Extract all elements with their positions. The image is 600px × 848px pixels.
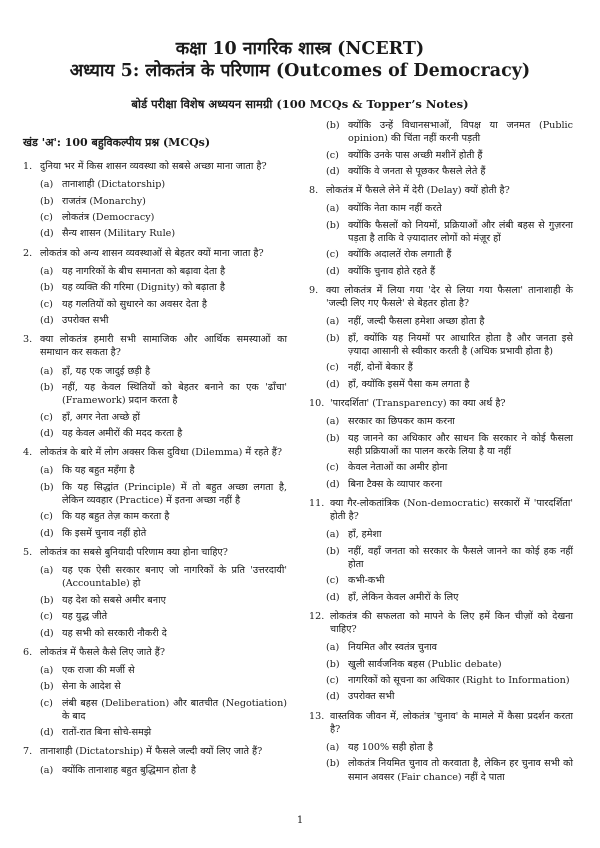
- question-9: [309, 284, 573, 391]
- option-letter: (b): [326, 219, 340, 231]
- option-letter: (b): [40, 594, 54, 606]
- option-a: [40, 365, 287, 378]
- option-b: [40, 381, 287, 407]
- question-5: [23, 546, 287, 640]
- question-number: 3.: [23, 334, 33, 346]
- option-letter: (a): [326, 741, 340, 753]
- option-letter: (a): [40, 179, 54, 191]
- option-letter: (d): [326, 265, 340, 277]
- option-text: हाँ, लेकिन केवल अमीरों के लिए: [348, 591, 459, 603]
- option-d: [40, 227, 287, 240]
- option-d: [40, 627, 287, 640]
- question-text: तानाशाही (Dictatorship) में फैसले जल्दी क्यों लिए जाते हैं?: [40, 746, 263, 758]
- option-text: उपरोक्त सभी: [62, 314, 109, 326]
- option-text: केवल नेताओं का अमीर होना: [348, 462, 448, 474]
- option-letter: (c): [326, 674, 339, 686]
- option-text: क्योंकि तानाशाह बहुत बुद्धिमान होता है: [62, 764, 196, 776]
- option-letter: (b): [40, 481, 54, 493]
- question-7-continued: [309, 119, 573, 178]
- question-6: [23, 646, 287, 740]
- option-letter: (b): [326, 432, 340, 444]
- option-c: [40, 697, 287, 723]
- option-a: [326, 202, 573, 215]
- option-text: नियमित और स्वतंत्र चुनाव: [348, 642, 438, 654]
- option-c: [40, 411, 287, 424]
- option-letter: (d): [40, 627, 54, 639]
- question-number: 6.: [23, 646, 33, 658]
- left-column: [23, 136, 287, 783]
- title-line-2: अध्याय 5: लोकतंत्र के परिणाम (Outcomes of Democracy): [69, 61, 531, 81]
- option-text: यह गलतियों को सुधारने का अवसर देता है: [62, 298, 207, 310]
- question-number: 8.: [309, 185, 319, 197]
- option-letter: (a): [326, 203, 340, 215]
- option-text: हाँ, अगर नेता अच्छे हों: [62, 411, 140, 423]
- option-text: नहीं, दोनों बेकार हैं: [348, 362, 413, 374]
- option-letter: (b): [326, 658, 340, 670]
- document-subtitle: बोर्ड परीक्षा विशेष अध्ययन सामग्री (100 MCQs & Topper’s Notes): [131, 97, 469, 111]
- option-text: क्योंकि वे जनता से पूछकर फैसले लेते हैं: [348, 165, 486, 177]
- option-text: नहीं, यह केवल स्थितियों को बेहतर बनाने का एक 'ढाँचा' (Framework) प्रदान करता है: [62, 381, 287, 407]
- option-text: कि यह बहुत महँगा है: [62, 465, 135, 477]
- question-11: [309, 497, 573, 604]
- right-column: [309, 119, 573, 790]
- option-letter: (a): [326, 416, 340, 428]
- option-text: एक राजा की मर्जी से: [62, 664, 135, 676]
- option-letter: (c): [326, 362, 339, 374]
- option-letter: (c): [40, 298, 53, 310]
- question-text: लोकतंत्र में फैसले लेने में देरी (Delay) क्यों होती है?: [326, 185, 510, 197]
- option-d: [326, 165, 573, 178]
- option-letter: (c): [40, 611, 53, 623]
- question-number: 1.: [23, 161, 33, 172]
- question-7: [23, 745, 287, 776]
- option-letter: (d): [40, 527, 54, 539]
- option-d: [326, 478, 573, 491]
- title-line-1: कक्षा 10 नागरिक शास्त्र (NCERT): [175, 39, 425, 59]
- option-letter: (c): [40, 511, 53, 523]
- option-text: यह नागरिकों के बीच समानता को बढ़ावा देता है: [62, 265, 226, 277]
- option-c: [40, 298, 287, 311]
- option-b: [40, 594, 287, 607]
- option-text: नागरिकों को सूचना का अधिकार (Right to Information): [348, 674, 570, 686]
- option-c: [326, 674, 573, 687]
- option-text: नहीं, वहाँ जनता को सरकार के फैसले जानने का कोई हक नहीं होता: [348, 545, 573, 570]
- option-d: [40, 527, 287, 540]
- option-letter: (a): [40, 565, 54, 577]
- option-text: रातों-रात बिना सोचे-समझे: [62, 727, 152, 739]
- option-letter: (c): [326, 149, 339, 161]
- option-c: [326, 574, 573, 587]
- option-text: क्योंकि फैसलों को नियमों, प्रक्रियाओं और लंबी बहस से गुज़रना पड़ता है ताकि वे ज़्यादातर लोगों को मंज़ूर हों: [348, 219, 573, 244]
- option-text: यह देश को सबसे अमीर बनाए: [62, 594, 166, 606]
- option-letter: (b): [326, 758, 340, 770]
- option-letter: (b): [326, 332, 340, 344]
- question-10: [309, 397, 573, 491]
- question-number: 12.: [309, 610, 325, 622]
- option-letter: (c): [326, 249, 339, 261]
- option-text: हाँ, क्योंकि यह नियमों पर आधारित होता है और जनता इसे ज़्यादा आसानी से स्वीकार करती है (अधिक प्रभावी होता है): [348, 332, 573, 357]
- option-a: [326, 741, 573, 754]
- option-letter: (d): [40, 228, 54, 240]
- option-c: [326, 461, 573, 474]
- option-text: उपरोक्त सभी: [348, 691, 395, 703]
- question-number: 5.: [23, 546, 33, 558]
- question-3: [23, 333, 287, 440]
- option-text: यह 100% सही होता है: [348, 741, 433, 753]
- option-text: हाँ, हमेशा: [348, 529, 382, 541]
- option-c: [326, 361, 573, 374]
- option-letter: (d): [40, 427, 54, 439]
- option-b: [326, 545, 573, 571]
- option-text: खुली सार्वजनिक बहस (Public debate): [348, 658, 502, 670]
- option-letter: (a): [40, 465, 54, 477]
- option-a: [40, 178, 287, 191]
- question-2: [23, 247, 287, 328]
- option-text: सेना के आदेश से: [62, 681, 121, 693]
- option-text: क्योंकि उनके पास अच्छी मशीनें होती हैं: [348, 149, 483, 161]
- option-text: सैन्य शासन (Military Rule): [62, 228, 176, 240]
- option-text: लोकतंत्र (Democracy): [62, 211, 155, 223]
- question-8: [309, 184, 573, 278]
- option-text: हाँ, क्योंकि इसमें पैसा कम लगता है: [348, 378, 470, 390]
- option-letter: (d): [40, 727, 54, 739]
- option-a: [40, 664, 287, 677]
- option-letter: (b): [326, 120, 340, 131]
- option-letter: (b): [40, 681, 54, 693]
- option-text: तानाशाही (Dictatorship): [62, 179, 166, 191]
- option-a: [326, 415, 573, 428]
- option-d: [40, 726, 287, 739]
- option-c: [40, 211, 287, 224]
- question-text: लोकतंत्र को अन्य शासन व्यवस्थाओं से बेहतर क्यों माना जाता है?: [40, 247, 264, 259]
- option-letter: (a): [40, 365, 54, 377]
- option-b: [326, 432, 573, 458]
- option-letter: (a): [326, 529, 340, 541]
- option-letter: (d): [326, 478, 340, 490]
- option-a: [40, 464, 287, 477]
- option-letter: (b): [40, 381, 54, 393]
- option-b: [40, 195, 287, 208]
- question-4: [23, 446, 287, 540]
- option-text: नहीं, जल्दी फैसला हमेशा अच्छा होता है: [348, 316, 485, 328]
- option-letter: (b): [40, 195, 54, 207]
- option-letter: (c): [40, 411, 53, 423]
- section-heading: खंड 'अ': 100 बहुविकल्पीय प्रश्न (MCQs): [23, 136, 211, 149]
- option-letter: (a): [326, 642, 340, 654]
- option-letter: (a): [40, 265, 54, 277]
- option-text: क्योंकि उन्हें विधानसभाओं, विपक्ष या जनमत (Public opinion) की चिंता नहीं करनी पड़ती: [348, 120, 573, 145]
- option-text: लंबी बहस (Deliberation) और बातचीत (Negotiation) के बाद: [62, 697, 287, 722]
- option-letter: (c): [326, 575, 339, 587]
- option-text: यह जानने का अधिकार और साधन कि सरकार ने कोई फैसला सही प्रक्रियाओं का पालन करके लिया है या नहीं: [348, 432, 573, 457]
- option-letter: (c): [326, 462, 339, 474]
- option-b: [40, 281, 287, 294]
- question-text: वास्तविक जीवन में, लोकतंत्र 'चुनाव' के मामले में कैसा प्रदर्शन करता है?: [330, 710, 573, 735]
- option-letter: (d): [326, 691, 340, 703]
- option-b: [326, 219, 573, 245]
- option-letter: (a): [40, 764, 54, 776]
- option-d: [326, 690, 573, 703]
- question-number: 2.: [23, 247, 33, 259]
- option-a: [326, 528, 573, 541]
- question-number: 9.: [309, 284, 319, 296]
- option-a: [326, 641, 573, 654]
- option-letter: (d): [326, 165, 340, 177]
- option-text: कि यह सिद्धांत (Principle) में तो बहुत अच्छा लगता है, लेकिन व्यवहार (Practice) में इतना अच्छा नहीं है: [62, 481, 287, 506]
- option-d: [326, 591, 573, 604]
- question-text: लोकतंत्र के बारे में लोग अक्सर किस दुविधा (Dilemma) में रहते हैं?: [40, 447, 282, 459]
- option-letter: (d): [326, 378, 340, 390]
- option-text: यह युद्ध जीते: [62, 611, 108, 623]
- question-text: लोकतंत्र का सबसे बुनियादी परिणाम क्या होना चाहिए?: [40, 546, 228, 558]
- question-12: [309, 610, 573, 704]
- question-text: लोकतंत्र की सफलता को मापने के लिए हमें किन चीज़ों को देखना चाहिए?: [330, 610, 573, 635]
- option-letter: (b): [326, 545, 340, 557]
- option-letter: (b): [40, 282, 54, 294]
- option-text: राजतंत्र (Monarchy): [62, 195, 146, 207]
- document-title: [0, 38, 600, 82]
- option-c: [326, 149, 573, 162]
- option-a: [40, 764, 287, 777]
- question-text: दुनिया भर में किस शासन व्यवस्था को सबसे अच्छा माना जाता है?: [40, 161, 267, 172]
- question-number: 4.: [23, 447, 33, 459]
- option-c: [40, 610, 287, 623]
- option-text: क्योंकि अदालतें रोक लगाती हैं: [348, 249, 452, 261]
- option-letter: (c): [40, 697, 53, 709]
- option-letter: (c): [40, 211, 53, 223]
- option-text: यह केवल अमीरों की मदद करता है: [62, 427, 183, 439]
- option-b: [40, 481, 287, 507]
- option-letter: (d): [40, 314, 54, 326]
- question-text: क्या लोकतंत्र हमारी सभी सामाजिक और आर्थिक समस्याओं का समाधान कर सकता है?: [40, 334, 287, 359]
- option-a: [326, 315, 573, 328]
- option-b: [326, 119, 573, 145]
- option-letter: (a): [326, 316, 340, 328]
- option-c: [40, 510, 287, 523]
- option-text: कि यह बहुत तेज़ काम करता है: [62, 511, 170, 523]
- question-text: क्या लोकतंत्र में लिया गया 'देर से लिया गया फैसला' तानाशाही के 'जल्दी लिए गए फैसले' से बेहतर होता है?: [326, 284, 573, 310]
- question-number: 13.: [309, 710, 325, 722]
- option-text: सरकार का छिपकर काम करना: [348, 416, 455, 428]
- question-number: 11.: [309, 497, 325, 509]
- option-b: [326, 332, 573, 358]
- option-text: यह सभी को सरकारी नौकरी दे: [62, 627, 167, 639]
- option-text: कि इसमें चुनाव नहीं होते: [62, 527, 147, 539]
- question-text: लोकतंत्र में फैसले कैसे लिए जाते हैं?: [40, 646, 166, 658]
- question-number: 7.: [23, 746, 33, 758]
- option-a: [40, 564, 287, 590]
- option-d: [40, 427, 287, 440]
- question-1: [23, 160, 287, 241]
- option-letter: (a): [40, 664, 54, 676]
- option-text: यह एक ऐसी सरकार बनाए जो नागरिकों के प्रति 'उत्तरदायी' (Accountable) हो: [62, 565, 287, 590]
- option-text: क्योंकि नेता काम नहीं करते: [348, 203, 442, 215]
- option-text: लोकतंत्र नियमित चुनाव तो करवाता है, लेकिन हर चुनाव सभी को समान अवसर (Fair chance) नहीं दे पाता: [348, 758, 573, 783]
- option-b: [326, 757, 573, 783]
- option-d: [326, 378, 573, 391]
- option-c: [326, 248, 573, 261]
- question-number: 10.: [309, 397, 325, 409]
- option-text: कभी-कभी: [348, 575, 385, 587]
- option-text: हाँ, यह एक जादुई छड़ी है: [62, 365, 151, 377]
- option-b: [40, 680, 287, 693]
- question-text: 'पारदर्शिता' (Transparency) का क्या अर्थ है?: [330, 397, 506, 409]
- option-d: [40, 314, 287, 327]
- page-number: 1: [296, 815, 304, 826]
- option-b: [326, 658, 573, 671]
- option-a: [40, 265, 287, 278]
- option-text: क्योंकि चुनाव होते रहते हैं: [348, 265, 436, 277]
- option-text: यह व्यक्ति की गरिमा (Dignity) को बढ़ाता है: [62, 282, 226, 294]
- question-13: [309, 710, 573, 784]
- question-text: क्या गैर-लोकतांत्रिक (Non-democratic) सरकारों में 'पारदर्शिता' होती है?: [330, 497, 573, 522]
- option-text: बिना टैक्स के व्यापार करना: [348, 478, 443, 490]
- option-letter: (d): [326, 591, 340, 603]
- option-d: [326, 265, 573, 278]
